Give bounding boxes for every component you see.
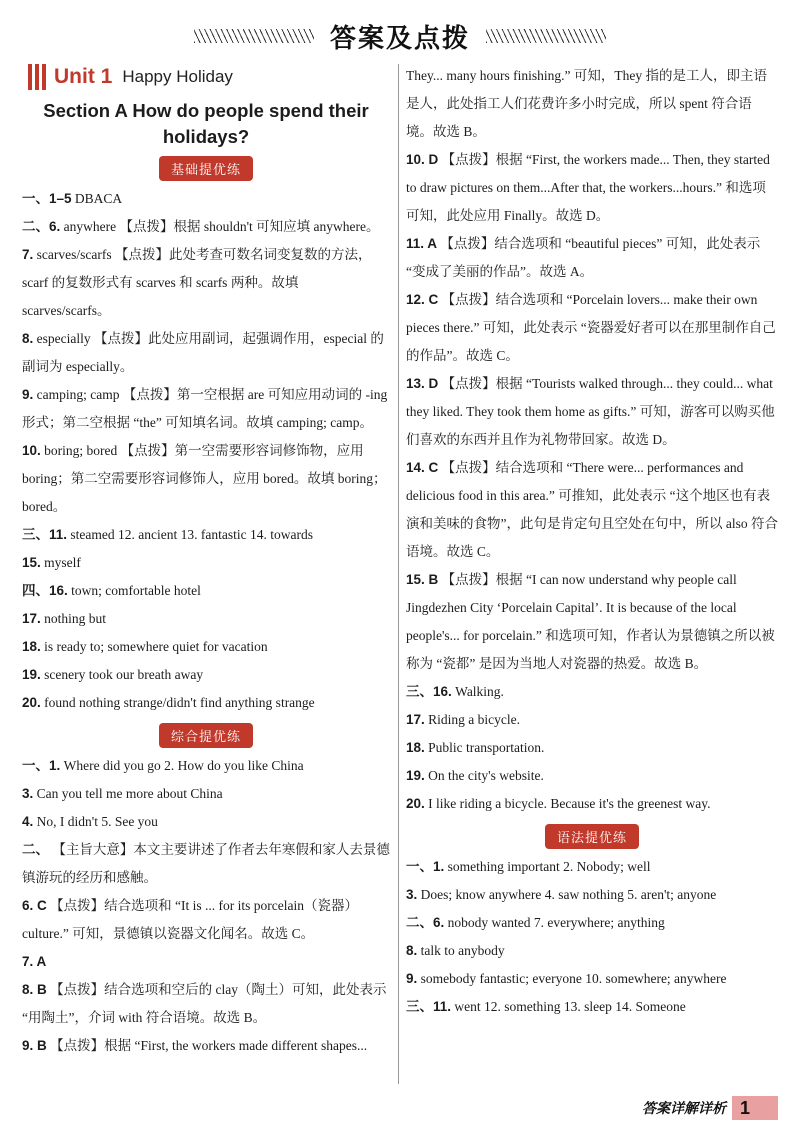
answer-text: 【主旨大意】本文主要讲述了作者去年寒假和家人去景德镇游玩的经历和感触。 [22,842,390,885]
answer-item [406,370,778,454]
answer-text: something important 2. Nobody; well [447,859,651,874]
answer-number: 8. [22,331,34,346]
unit-name: Happy Holiday [122,67,233,86]
answer-item [22,808,390,836]
answer-text: camping; camp 【点拨】第一空根据 are 可知应用动词的 -ing 形式；第二空根据 “the” 可知填名词。故填 camping; camp。 [22,387,388,430]
answer-item [22,521,390,549]
left-basic-list [22,185,390,717]
answer-text: 【点拨】结合选项和 “There were... performances and delicious food in this area.” 可推知，此处表示 “这个地区也有表演和美味的食物”，此句是肯定句且空处在句中，所以 also 符合语境。故选 C。 [406,460,778,559]
answer-number: 二、6. [406,915,445,930]
answer-number: 10. D [406,152,439,167]
answer-text: Where did you go 2. How do you like China [63,758,304,773]
answer-text: 【点拨】根据 “First, the workers made... Then, they started to draw pictures on them...After that, the workers...hours.” 和选项可知，此处应用 Finally。故选 D。 [406,152,770,223]
answer-number: 14. C [406,460,439,475]
answer-text: somebody fantastic; everyone 10. somewhere; anywhere [420,971,727,986]
header-hatch-right [486,29,606,43]
answer-number: 7. A [22,954,47,969]
answer-text: I like riding a bicycle. Because it's the greenest way. [428,796,711,811]
answer-item [406,454,778,566]
page-header [0,14,800,58]
answer-item [406,146,778,230]
answer-item [22,213,390,241]
answer-number: 18. [406,740,425,755]
answer-item [406,762,778,790]
left-column [22,62,390,1060]
answer-item [22,437,390,521]
answer-text: 【点拨】结合选项和 “beautiful pieces” 可知，此处表示 “变成了美丽的作品”。故选 A。 [406,236,761,279]
answer-item [406,566,778,678]
answer-number: 6. C [22,898,47,913]
answer-text: Public transportation. [428,740,545,755]
answer-item [406,909,778,937]
answer-item [22,892,390,948]
answer-item [22,689,390,717]
answer-item [406,230,778,286]
answer-text: Does; know anywhere 4. saw nothing 5. aren't; anyone [420,887,717,902]
answer-text: boring; bored 【点拨】第一空需要形容词修饰物，应用 boring；第二空需要形容词修饰人，应用 bored。故填 boring；bored。 [22,443,387,514]
answer-text: They... many hours finishing.” 可知，They 指的是工人，即主语是人，此处指工人们花费许多小时完成，所以 spent 符合语境。故选 B。 [406,68,767,139]
answer-text: 【点拨】根据 “First, the workers made different shapes... [50,1038,368,1053]
answer-item [406,937,778,965]
answer-text: On the city's website. [428,768,544,783]
answer-number: 18. [22,639,41,654]
answer-text: No, I didn't 5. See you [36,814,158,829]
answer-text: nothing but [44,611,107,626]
answer-number: 三、11. [406,999,452,1014]
answer-item [22,836,390,892]
answer-text: 【点拨】根据 “Tourists walked through... they could... what they liked. They took them home as gifts.” 可知，游客可以购买他们喜欢的东西并且作为礼物带回家。故选 D。 [406,376,775,447]
badge-grammar: 语法提优练 [545,824,639,849]
answer-item [406,965,778,993]
answer-number: 17. [22,611,41,626]
answer-item [406,881,778,909]
answer-number: 9. [406,971,418,986]
answer-number: 二、6. [22,219,61,234]
left-comp-list [22,752,390,1060]
right-comp-list [406,62,778,818]
answer-text: 【点拨】结合选项和 “Porcelain lovers... make their own pieces there.” 可知，此处表示 “瓷器爱好者可以在那里制作自己的作品”。故选 C。 [406,292,776,363]
badge-basic: 基础提优练 [159,156,253,181]
answer-number: 15. B [406,572,439,587]
answer-item [22,633,390,661]
answer-text: Walking. [455,684,504,699]
answer-number: 13. D [406,376,439,391]
answer-number: 9. [22,387,34,402]
answer-item [406,853,778,881]
answer-number: 7. [22,247,34,262]
answer-number: 11. A [406,236,438,251]
answer-text: nobody wanted 7. everywhere; anything [447,915,665,930]
answer-item [22,549,390,577]
header-title: 答案及点拨 [329,23,470,54]
unit-bars-icon [28,64,46,90]
answer-item [406,706,778,734]
answer-item [22,577,390,605]
answer-text: found nothing strange/didn't find anything strange [44,695,315,710]
answer-number: 17. [406,712,425,727]
section-title: Section A How do people spend their holidays? [43,100,369,147]
answer-text: Can you tell me more about China [36,786,223,801]
answer-number: 19. [406,768,425,783]
answer-number: 15. [22,555,41,570]
answer-item [22,605,390,633]
answer-item [22,752,390,780]
answer-text: especially 【点拨】此处应用副词，起强调作用，especial 的副词为 especially。 [22,331,384,374]
answer-item [406,286,778,370]
answer-number: 二、 [22,842,49,857]
answer-item [406,993,778,1021]
answer-text: scenery took our breath away [44,667,204,682]
answer-number: 20. [406,796,425,811]
answer-text: anywhere 【点拨】根据 shouldn't 可知应填 anywhere。 [63,219,380,234]
badge-comprehensive-wrap [22,723,390,748]
answer-number: 一、1. [22,758,61,773]
answer-text: 【点拨】根据 “I can now understand why people call Jingdezhen City ‘Porcelain Capital’. It is because of the local people's... for porcelain.” 和选项可知，作者认为景德镇之所以被称为 “瓷都” 是因为当地人对瓷器的热爱。故选 B。 [406,572,775,671]
answer-number: 3. [406,887,418,902]
answer-item [22,976,390,1032]
answer-number: 三、16. [406,684,452,699]
answer-number: 4. [22,814,34,829]
answer-item [22,185,390,213]
badge-basic-wrap [22,156,390,181]
answer-item [22,661,390,689]
answer-text: went 12. something 13. sleep 14. Someone [454,999,686,1014]
answer-number: 19. [22,667,41,682]
answer-number: 8. B [22,982,47,997]
answer-text: 【点拨】结合选项和空后的 clay（陶土）可知，此处表示 “用陶土”，介词 with 符合语境。故选 B。 [22,982,387,1025]
answer-item [22,381,390,437]
right-grammar-list [406,853,778,1021]
badge-comprehensive: 综合提优练 [159,723,253,748]
answer-text: talk to anybody [420,943,505,958]
answer-item [22,948,390,976]
answer-item [22,780,390,808]
answer-item [406,678,778,706]
answer-number: 20. [22,695,41,710]
answer-item [406,62,778,146]
answer-text: DBACA [74,191,123,206]
badge-grammar-wrap [406,824,778,849]
answer-number: 3. [22,786,34,801]
answer-number: 三、11. [22,527,68,542]
answer-number: 四、16. [22,583,68,598]
unit-number: Unit 1 [54,65,113,88]
answer-text: town; comfortable hotel [71,583,201,598]
answer-text: Riding a bicycle. [428,712,521,727]
answer-text: scarves/scarfs 【点拨】此处考查可数名词变复数的方法，scarf 的复数形式有 scarves 和 scarfs 两种。故填 scarves/scarfs。 [22,247,372,318]
answer-item [22,1032,390,1060]
answer-item [22,325,390,381]
answer-number: 10. [22,443,41,458]
answer-number: 9. B [22,1038,47,1053]
answer-text: steamed 12. ancient 13. fantastic 14. towards [70,527,313,542]
answer-number: 一、1–5 [22,191,72,206]
header-hatch-left [194,29,314,43]
answer-text: is ready to; somewhere quiet for vacation [44,639,268,654]
answer-number: 8. [406,943,418,958]
page-number: 1 [732,1096,778,1120]
unit-heading [28,62,390,92]
answer-item [22,241,390,325]
column-divider [398,64,399,1084]
answer-number: 12. C [406,292,439,307]
answer-item [406,790,778,818]
answer-item [406,734,778,762]
page-footer [642,1096,778,1120]
answer-number: 一、1. [406,859,445,874]
right-column [406,62,778,1021]
answer-text: 【点拨】结合选项和 “It is ... for its porcelain（瓷器）culture.” 可知，景德镇以瓷器文化闻名。故选 C。 [22,898,358,941]
footer-label: 答案详解详析 [641,1101,726,1117]
answer-text: myself [44,555,81,570]
